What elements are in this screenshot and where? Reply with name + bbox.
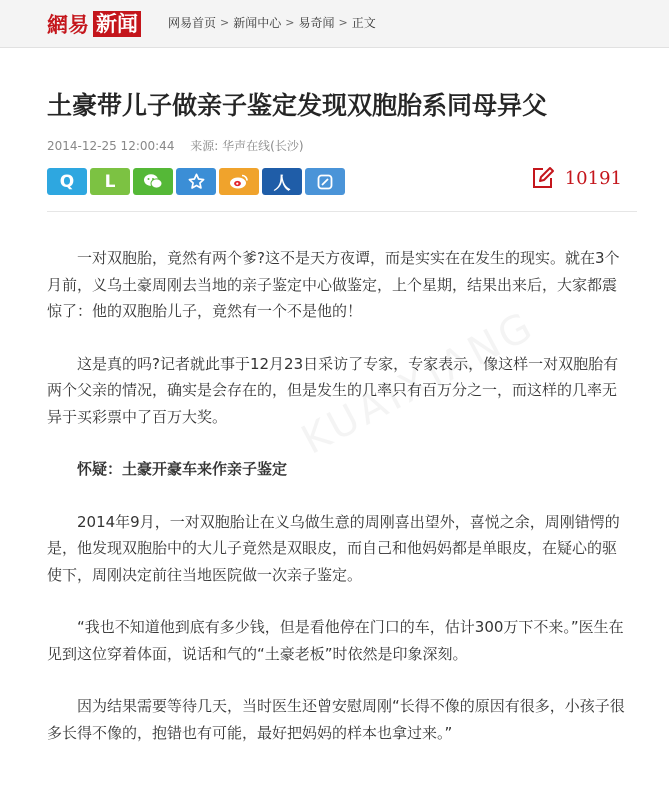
article-paragraph: “我也不知道他到底有多少钱，但是看他停在门口的车，估计300万下不来。”医生在见到这位穿着体面，说话和气的“土豪老板”时依然是印象深刻。 xyxy=(47,618,624,663)
renren-icon: 人 xyxy=(273,174,291,194)
article-paragraph: 一对双胞胎，竟然有两个爹?这不是天方夜谭，而是实实在在发生的现实。就在3个月前，义乌土豪周刚去当地的亲子鉴定中心做鉴定，上个星期，结果出来后，大家都震惊了：他的双胞胎儿子，竟然有一个不是他的！ xyxy=(47,249,620,320)
article-paragraph: 这是真的吗?记者就此事于12月23日采访了专家，专家表示，像这样一对双胞胎有两个父亲的情况，确实是会存在的，但是发生的几率只有百万分之一，而这样的几率无异于买彩票中了百万大奖。 xyxy=(47,354,619,426)
article-title: 土豪带儿子做亲子鉴定发现双胞胎系同母异父 xyxy=(47,91,548,120)
breadcrumb-oddities[interactable]: 易奇闻 xyxy=(298,16,335,30)
wechat-icon xyxy=(143,173,163,190)
top-nav-bar xyxy=(0,0,669,48)
logo-news: 新闻 xyxy=(93,11,141,37)
article-meta xyxy=(47,137,304,154)
breadcrumb-separator: > xyxy=(220,16,230,29)
share-line-button[interactable] xyxy=(90,168,130,195)
qzone-icon: Q xyxy=(59,171,75,192)
breadcrumb-separator: > xyxy=(285,16,295,29)
logo-brand: 網易 xyxy=(47,12,89,37)
comment-count: 10191 xyxy=(564,167,622,189)
article-paragraph: 因为结果需要等待几天，当时医生还曾安慰周刚“长得不像的原因有很多，小孩子很多长得不像的，抱错也有可能，最好把妈妈的样本也拿过来。” xyxy=(47,697,625,742)
header-divider xyxy=(47,211,637,212)
article-subheading: 怀疑：土豪开豪车来作亲子鉴定 xyxy=(77,460,288,478)
breadcrumb-current: 正文 xyxy=(351,16,376,30)
article-paragraph: 2014年9月，一对双胞胎让在义乌做生意的周刚喜出望外，喜悦之余，周刚错愕的是，他发现双胞胎中的大儿子竟然是双眼皮，而自己和他妈妈都是单眼皮，在疑心的驱使下，周刚决定前往当地医院做一次亲子鉴定。 xyxy=(47,512,620,584)
share-favorite-button[interactable] xyxy=(176,168,216,195)
breadcrumb xyxy=(168,14,376,31)
weibo-icon xyxy=(229,173,249,190)
line-icon: L xyxy=(104,171,116,192)
share-qzone-button[interactable] xyxy=(47,168,87,195)
edit-comment-icon xyxy=(531,166,555,190)
publish-date: 2014-12-25 12:00:44 xyxy=(47,139,175,153)
share-weibo-button[interactable] xyxy=(219,168,259,195)
star-icon xyxy=(188,173,205,190)
share-renren-button[interactable] xyxy=(262,168,302,195)
share-more-button[interactable] xyxy=(305,168,345,195)
breadcrumb-news-center[interactable]: 新闻中心 xyxy=(233,16,282,30)
article-source: 来源: 华声在线(长沙) xyxy=(190,139,304,153)
share-bar xyxy=(47,168,348,195)
share-wechat-button[interactable] xyxy=(133,168,173,195)
article-body xyxy=(47,245,627,772)
breadcrumb-home[interactable]: 网易首页 xyxy=(168,16,217,30)
comment-count-link[interactable] xyxy=(531,166,622,190)
share-other-icon xyxy=(317,174,333,190)
netease-news-logo[interactable] xyxy=(47,9,141,39)
breadcrumb-separator: > xyxy=(338,16,348,29)
